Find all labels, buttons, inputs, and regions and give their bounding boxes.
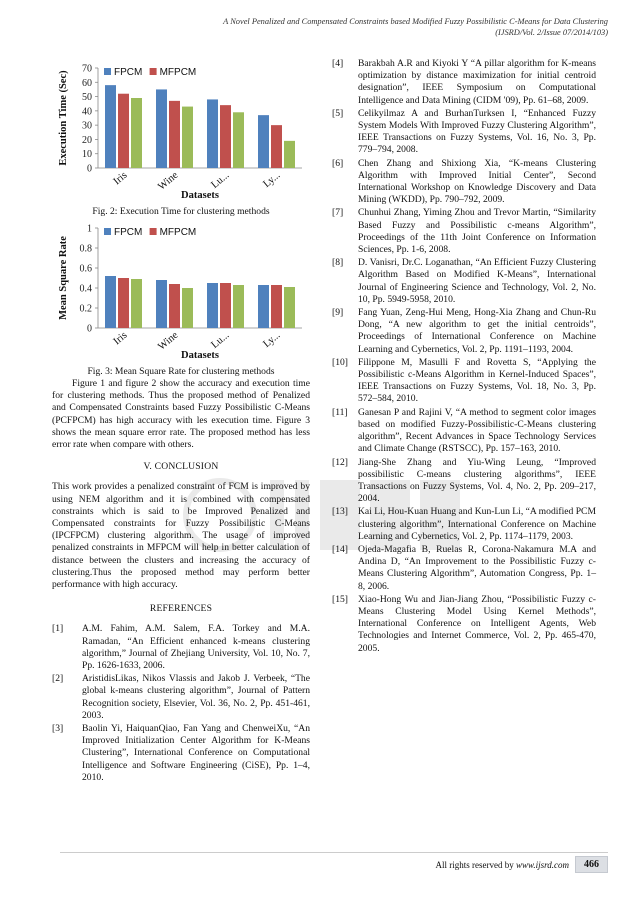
y-tick-label: 0.8 (79, 243, 92, 255)
y-tick-label: 40 (82, 106, 92, 118)
bar-fpcm (258, 285, 269, 328)
reference-item: [10] Filippone M, Masulli F and Rovetta S, “Applying the Possibilistic c-Means Algorithm in Kernel-Induced Spaces”, IEEE Transactions on Fuzzy Systems, Vol. 18, No. 3, Pp. 572–584, 2010. (332, 356, 596, 405)
reference-list-left (52, 623, 310, 784)
bar-fpcm (105, 85, 116, 168)
reference-item: [5] Celikyilmaz A and BurhanTurksen I, “Enhanced Fuzzy System Models With Improved Fuzzy Clustering Algorithm”, IEEE Transactions on Fuzzy Systems, Vol. 16, No. 3, Pp. 779–794, 2008. (332, 107, 596, 156)
footer-rights (436, 860, 570, 870)
reference-item: [12] Jiang-She Zhang and Yiu-Wing Leung, “Improved possibilistic C-means clustering algorithms”, IEEE Transactions on Fuzzy Systems, Vol. 4, No. 2, Pp. 209–217, 2004. (332, 456, 596, 505)
results-paragraph: Figure 1 and figure 2 show the accuracy and execution time for clustering methods. Thus the proposed method of Penalized and Compensated Constraints based Fuzzy Possibilistic C-Means (PCFPCM) has high accuracy with les execution time. Figure 3 shows the mean square error rate. The proposed method has less error rate when compare with others. (52, 378, 310, 451)
bar-fpcm (156, 89, 167, 168)
bar-mfpcm (271, 285, 282, 328)
execution-time-chart-svg (52, 58, 310, 206)
bar-series-3 (233, 112, 244, 168)
reference-item: [11] Ganesan P and Rajini V, “A method to segment color images based on modified Fuzzy-Possibilistic-C-Means clustering algorithm”, Recent Advances in Space Technology Services and Climate Change (RSTSCC), Pp. 157–163, 2010. (332, 406, 596, 455)
footer-rights-text: All rights reserved by (435, 859, 514, 870)
legend-swatch (104, 68, 111, 75)
right-column (332, 58, 596, 656)
y-tick-label: 20 (82, 134, 92, 146)
x-tick-label: Iris (111, 169, 130, 188)
y-axis-label: Mean Square Rate (58, 236, 69, 320)
bar-mfpcm (271, 125, 282, 168)
bar-series-3 (284, 141, 295, 168)
bar-mfpcm (118, 94, 129, 168)
mean-square-rate-chart-svg (52, 218, 310, 366)
bar-series-3 (233, 285, 244, 328)
conclusion-paragraph: This work provides a penalized constraint of FCM is improved by using NEM algorithm and it is combined with compensated constraints which is said to be Improved Penalized and Compensated constraints for Fuzzy Possibilistic C-Means (IPCFPCM) clustering algorithm. The usage of improved penalized constraints in MFPCM will help in better calculation of distance between the clusters and increasing the accuracy of clustering.Thus the proposed method may perform better performance with high accuracy. (52, 481, 310, 591)
bar-series-3 (182, 288, 193, 328)
reference-item: [4] Barakbah A.R and Kiyoki Y “A pillar algorithm for K-means optimization by distance maximization for initial centroid designation”, IEEE Symposium on Computational Intelligence and Data Mining (CIDM '09), Pp. 61–68, 2009. (332, 58, 596, 106)
running-header-title: A Novel Penalized and Compensated Constraints based Modified Fuzzy Possibilistic C-Means for Data Clustering (223, 17, 608, 26)
y-tick-label: 0 (87, 163, 92, 175)
y-tick-label: 0.6 (79, 263, 92, 275)
x-tick-label: Wine (156, 169, 181, 193)
footer-rule (60, 852, 608, 853)
x-tick-label: Ly... (261, 169, 283, 191)
bar-series-3 (131, 98, 142, 168)
x-tick-label: Ly... (261, 329, 283, 351)
bar-mfpcm (169, 101, 180, 168)
reference-item: [15] Xiao-Hong Wu and Jian-Jiang Zhou, “Possibilistic Fuzzy c-Means Clustering Model Using Kernel Methods”, International Conference on Intelligent Agents, Web Technologies and Internet Commerce, Vol. 2, Pp. 465-470, 2005. (332, 593, 596, 654)
reference-item: [2] AristidisLikas, Nikos Vlassis and Jakob J. Verbeek, “The global k-means clustering algorithm”, Journal of Pattern Recognition society, Elsevier, Vol. 36, No. 2, Pp. 451-461, 2003. (52, 673, 310, 721)
reference-list-right (332, 58, 596, 655)
x-axis-label: Datasets (181, 190, 219, 201)
y-tick-label: 50 (82, 92, 92, 104)
left-column (52, 58, 310, 785)
x-tick-label: Lu... (209, 169, 232, 191)
figure-2-caption: Fig. 2: Execution Time for clustering methods (92, 206, 270, 217)
figure-3-caption: Fig. 3: Mean Square Rate for clustering methods (87, 366, 275, 377)
legend-swatch (150, 68, 157, 75)
x-tick-label: Lu... (209, 329, 232, 351)
bar-mfpcm (169, 284, 180, 328)
mean-square-rate-chart (52, 218, 310, 366)
bar-mfpcm (118, 278, 129, 328)
legend-swatch (150, 228, 157, 235)
x-tick-label: Iris (111, 329, 130, 348)
footer-site-link[interactable]: www.ijsrd.com (515, 859, 569, 870)
reference-item: [13] Kai Li, Hou-Kuan Huang and Kun-Lun Li, “A modified PCM clustering algorithm”, International Conference on Machine Learning and Cybernetics, Vol. 2, Pp. 1174–1179, 2003. (332, 506, 596, 542)
reference-item: [8] D. Vanisri, Dr.C. Loganathan, “An Efficient Fuzzy Clustering Algorithm Based on Modified K-Means”, International Journal of Engineering Science and Technology, Vol. 2, No. 10, Pp. 5949-5958, 2010. (332, 257, 596, 305)
x-axis-label: Datasets (181, 350, 219, 361)
bar-mfpcm (220, 283, 231, 328)
bar-fpcm (156, 280, 167, 328)
bar-fpcm (258, 115, 269, 168)
bar-series-3 (182, 107, 193, 168)
page-number: 466 (575, 856, 608, 873)
y-axis-label: Execution Time (Sec) (58, 70, 69, 166)
bar-fpcm (207, 99, 218, 168)
reference-item: [9] Fang Yuan, Zeng-Hui Meng, Hong-Xia Zhang and Chun-Ru Dong, “A new algorithm to get the initial centroids”, Proceedings of International Conference on Machine Learning and Cybernetics, Vol. 2, Pp. 1191–1193, 2004. (332, 307, 596, 355)
y-tick-label: 1 (87, 223, 92, 235)
x-tick-label: Wine (156, 329, 181, 353)
running-header-issue: (IJSRD/Vol. 2/Issue 07/2014/103) (495, 28, 608, 37)
references-heading: REFERENCES (149, 603, 213, 615)
page-footer (436, 856, 609, 873)
bar-fpcm (207, 283, 218, 328)
reference-item: [1] A.M. Fahim, A.M. Salem, F.A. Torkey and M.A. Ramadan, “An Efficient enhanced k-means clustering algorithm,” Journal of Zhejiang University, Vol. 10, No. 7, Pp. 1626-1633, 2006. (52, 623, 310, 672)
conclusion-heading: V. CONCLUSION (143, 461, 219, 473)
y-tick-label: 60 (82, 77, 92, 89)
y-tick-label: 0 (87, 323, 92, 335)
reference-item: [7] Chunhui Zhang, Yiming Zhou and Trevor Martin, “Similarity Based Fuzzy and Possibilistic c-means Algorithm”, Proceedings of the 11th Joint Conference on Information Sciences, Pp. 1-6, 2008. (332, 207, 596, 256)
bar-fpcm (105, 276, 116, 328)
y-tick-label: 30 (82, 120, 92, 132)
y-tick-label: 70 (82, 63, 92, 75)
y-tick-label: 0.4 (79, 283, 92, 295)
y-tick-label: 10 (82, 149, 92, 161)
bar-series-3 (131, 279, 142, 328)
legend-label: FPCM (114, 67, 143, 78)
reference-item: [3] Baolin Yi, HaiquanQiao, Fan Yang and ChenweiXu, “An Improved Initialization Center Algorithm for K-Means Clustering”, International Conference on Computational Intelligence and Software Engineering (CiSE), Pp. 1–4, 2010. (52, 723, 310, 783)
bar-mfpcm (220, 105, 231, 168)
reference-item: [6] Chen Zhang and Shixiong Xia, “K-means Clustering Algorithm with Improved Initial Center”, Second International Workshop on Knowledge Discovery and Data Mining (WKDD), Pp. 790–792, 2009. (332, 157, 596, 206)
legend-label: MFPCM (159, 67, 197, 78)
y-tick-label: 0.2 (79, 303, 92, 315)
legend-label: FPCM (114, 227, 143, 238)
legend-label: MFPCM (159, 227, 197, 238)
execution-time-chart (52, 58, 310, 206)
reference-item: [14] Ojeda-Magafia B, Ruelas R, Corona-Nakamura M.A and Andina D, “An Improvement to the Possibilistic Fuzzy c-Means Clustering Algorithm”, Automation Congress, Pp. 1–8, 2006. (332, 543, 596, 592)
bar-series-3 (284, 287, 295, 328)
legend-swatch (104, 228, 111, 235)
running-header (48, 16, 608, 38)
